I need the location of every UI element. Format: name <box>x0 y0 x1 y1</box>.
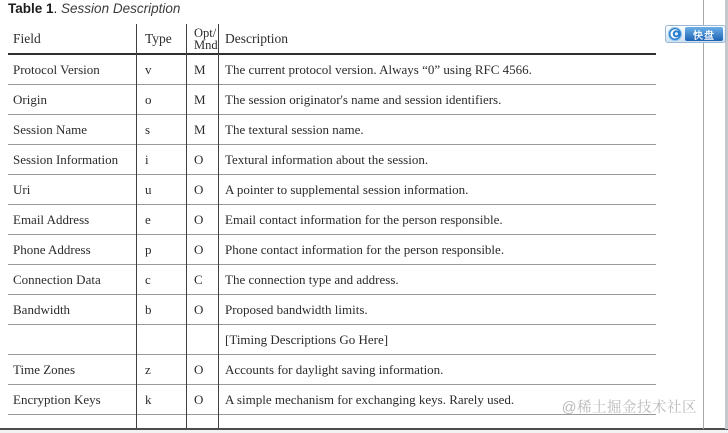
cell-opt-mnd: M <box>194 91 206 107</box>
cell-field: Session Name <box>13 121 88 137</box>
cell-opt-mnd: O <box>194 361 204 377</box>
watermark: @稀土掘金技术社区 <box>561 400 697 416</box>
cell-opt-mnd: M <box>194 121 206 137</box>
table-row <box>8 115 656 145</box>
cell-type: i <box>145 151 149 167</box>
table-row <box>8 385 656 415</box>
table-body <box>8 55 656 415</box>
table-row <box>8 55 656 85</box>
cell-type: e <box>145 211 151 227</box>
header-opt-line1: Opt/ <box>194 26 217 40</box>
cell-opt-mnd: O <box>194 301 204 317</box>
cell-description: Accounts for daylight saving information. <box>225 361 444 377</box>
cell-opt-mnd: O <box>194 211 204 227</box>
cell-type: s <box>145 121 151 137</box>
table-row <box>8 235 656 265</box>
header-description: Description <box>225 30 288 46</box>
table-row <box>8 265 656 295</box>
session-description-table <box>8 24 656 428</box>
table-row <box>8 205 656 235</box>
cell-field: Bandwidth <box>13 301 71 317</box>
cell-field: Encryption Keys <box>13 391 101 407</box>
cell-type: z <box>145 361 151 377</box>
cell-description: Phone contact information for the person responsible. <box>225 241 505 257</box>
cell-opt-mnd: O <box>194 181 204 197</box>
table-title-separator: . <box>53 1 62 16</box>
column-divider <box>186 24 187 428</box>
cell-type: c <box>145 271 151 287</box>
table-row <box>8 175 656 205</box>
cell-description: Email contact information for the person responsible. <box>225 211 503 227</box>
cell-opt-mnd: O <box>194 391 204 407</box>
kuaipan-badge-label: 快盘 <box>685 27 723 41</box>
cell-field: Phone Address <box>13 241 91 257</box>
table-row <box>8 145 656 175</box>
header-opt-line2: Mnd <box>194 37 218 51</box>
cell-field: Session Information <box>13 151 119 167</box>
header-opt-mnd <box>186 27 218 51</box>
table-header-row <box>8 24 656 55</box>
cell-description: The session originator's name and session identifiers. <box>225 91 502 107</box>
cell-description: Proposed bandwidth limits. <box>225 301 368 317</box>
cell-description: The textural session name. <box>225 121 364 137</box>
kuaipan-badge[interactable] <box>665 25 726 43</box>
cell-type: b <box>145 301 152 317</box>
cell-field: Origin <box>13 91 47 107</box>
cell-type: k <box>145 391 152 407</box>
table-row <box>8 295 656 325</box>
table-title <box>8 0 180 18</box>
header-type: Type <box>145 30 172 46</box>
window-right-edge <box>703 0 704 429</box>
column-divider <box>136 24 137 428</box>
cell-field: Connection Data <box>13 271 101 287</box>
header-field: Field <box>13 30 41 46</box>
cell-type: u <box>145 181 152 197</box>
cell-field: Email Address <box>13 211 90 227</box>
cell-description: [Timing Descriptions Go Here] <box>225 331 389 347</box>
cell-type: p <box>145 241 152 257</box>
cell-description: The current protocol version. Always “0” using RFC 4566. <box>225 61 532 77</box>
cell-type: v <box>145 61 152 77</box>
table-row <box>8 85 656 115</box>
cell-field: Time Zones <box>13 361 75 377</box>
cell-field: Uri <box>13 181 31 197</box>
table-title-number: Table 1 <box>8 1 54 16</box>
cell-description: A pointer to supplemental session information. <box>225 181 469 197</box>
cell-description: The connection type and address. <box>225 271 399 287</box>
table-row <box>8 355 656 385</box>
cell-opt-mnd: M <box>194 61 206 77</box>
cell-opt-mnd: C <box>194 271 203 287</box>
cell-description: Textural information about the session. <box>225 151 429 167</box>
cell-field: Protocol Version <box>13 61 100 77</box>
cell-opt-mnd: O <box>194 151 204 167</box>
table-row <box>8 325 656 355</box>
column-divider <box>218 24 219 428</box>
table-title-name: Session Description <box>61 1 181 16</box>
cell-type: o <box>145 91 152 107</box>
cell-opt-mnd: O <box>194 241 204 257</box>
cell-description: A simple mechanism for exchanging keys. Rarely used. <box>225 391 515 407</box>
kuaipan-globe-icon <box>668 27 682 41</box>
